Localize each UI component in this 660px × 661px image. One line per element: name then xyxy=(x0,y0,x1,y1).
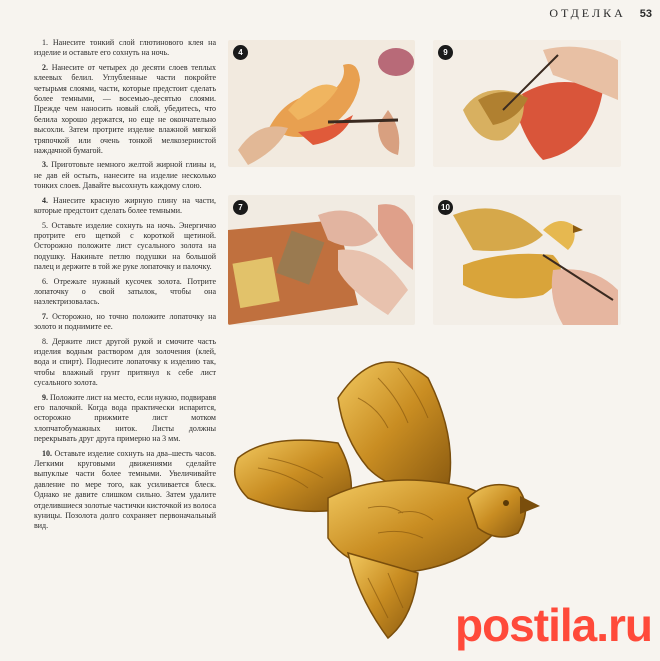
step-badge: 9 xyxy=(438,45,453,60)
step-8 xyxy=(34,337,216,389)
watermark: postila.ru xyxy=(454,599,652,651)
step-7 xyxy=(34,312,216,333)
page-number: 53 xyxy=(639,7,652,20)
photo-step-9 xyxy=(433,40,621,167)
photo-step-4 xyxy=(228,40,415,167)
step-1 xyxy=(34,38,216,59)
step-text: Оставьте изделие сохнуть на ночь. Энергично протрите его щеткой с короткой щетиной. Осторожно положите лист сусального золота на подушку. Накиньте петлю подушки на большой палец и держите в той же руке лопаточку и палочку. xyxy=(34,220,216,272)
step-text: Отрежьте нужный кусочек золота. Потрите лопаточку о свой затылок, чтобы она наэлектризовалась. xyxy=(34,276,217,307)
gold-leaf-cushion-illustration xyxy=(228,195,415,325)
step-6 xyxy=(34,277,216,308)
step-number: 10. xyxy=(42,448,52,458)
bird-gilding-illustration xyxy=(433,40,621,167)
step-number: 6. xyxy=(42,276,48,286)
section-title: ОТДЕЛКА xyxy=(549,6,626,20)
step-number: 8. xyxy=(42,336,48,346)
instructions-text xyxy=(34,38,216,536)
step-number: 3. xyxy=(42,160,48,170)
step-text: Держите лист другой рукой и смочите часть изделия водным раствором для золочения (клей, вода и спирт). Поднесите лопаточку к изделию так, чтобы влажный грунт притянул к себе лист сусального золота. xyxy=(34,336,216,388)
step-text: Нанесите тонкий слой глютинового клея на изделие и оставьте его сохнуть на ночь. xyxy=(34,38,217,58)
step-text: Приготовьте немного желтой жирной глины и, не дав ей остыть, нанесите на изделие несколько тонких слоев. Давайте высохнуть каждому слою. xyxy=(34,160,217,191)
step-text: Оставьте изделие сохнуть на два–шесть часов. Легкими круговыми движениями сделайте выпуклые части более темными. Увеличивайте давление по мере того, как усиливается блеск. Однако не давите слишком сильно. Затем удалите отделившиеся золотые частички кисточкой из волоса куницы. Позолота долго сохраняет первоначальный вид. xyxy=(34,448,217,531)
step-number: 9. xyxy=(42,392,48,402)
bird-burnishing-illustration xyxy=(433,195,621,325)
photo-step-7 xyxy=(228,195,415,325)
step-number: 2. xyxy=(42,62,48,72)
step-5 xyxy=(34,221,216,273)
step-text: Положите лист на место, если нужно, подвиравя его палочкой. Когда вода практически испарится, осторожно прижмите лист мотком хлопчатобумажных ниток. Листы должны перекрывать друг друга примерно на 3 мм. xyxy=(34,392,217,444)
step-badge: 7 xyxy=(233,200,248,215)
step-text: Осторожно, но точно положите лопаточку на золото и поднимите ее. xyxy=(34,311,216,332)
bird-clay-illustration xyxy=(228,40,415,167)
step-number: 4. xyxy=(42,195,48,205)
step-text: Нанесите красную жирную глину на части, которые предстоит сделать более темными. xyxy=(34,195,216,216)
step-2 xyxy=(34,63,216,157)
step-text: Нанесите от четырех до десяти слоев теплых клеевых белил. Углубленные части покройте четырьмя слоями, части, которые предстоит сделать более темными, — восемью–десятью слоями. Прежде чем наносить новый слой, убедитесь, что белила хорошо держатся, но еще не окончательно высохли. Затем протрите изделие влажной мягкой тряпочкой или очень тонкой мелкозернистой наждачной бумагой. xyxy=(34,62,216,156)
photo-step-10 xyxy=(433,195,621,325)
step-number: 5. xyxy=(42,220,48,230)
step-number: 1. xyxy=(42,38,48,47)
step-number: 7. xyxy=(42,311,48,321)
step-9 xyxy=(34,393,216,445)
step-badge: 10 xyxy=(438,200,453,215)
page-header xyxy=(549,6,652,21)
step-badge: 4 xyxy=(233,45,248,60)
step-10 xyxy=(34,449,216,532)
step-3 xyxy=(34,160,216,191)
step-4 xyxy=(34,196,216,217)
